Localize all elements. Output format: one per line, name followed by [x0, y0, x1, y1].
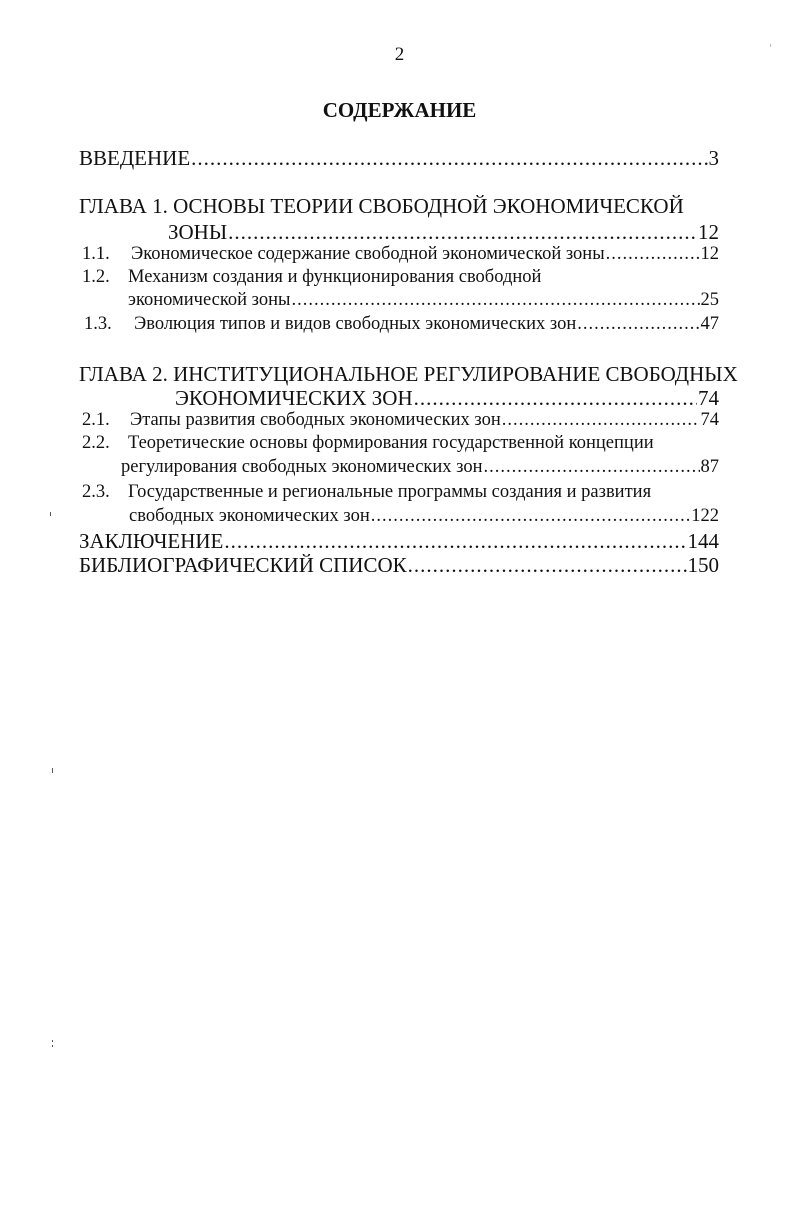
- toc-section-1-2[interactable]: [128, 290, 719, 314]
- dot-leader: [606, 244, 700, 265]
- toc-section-1-2-heading[interactable]: [82, 267, 719, 291]
- toc-entry-text: БИБЛИОГРАФИЧЕСКИЙ СПИСОК: [79, 553, 407, 577]
- dot-leader: [484, 457, 700, 478]
- toc-chapter-1[interactable]: [168, 220, 719, 244]
- scan-speck: [52, 1045, 53, 1047]
- toc-entry-text: Механизм создания и функционирования свободной: [128, 267, 542, 287]
- dot-leader: [408, 553, 687, 578]
- toc-entry-text: Эволюция типов и видов свободных экономических зон: [134, 314, 577, 334]
- scan-speck: [770, 44, 771, 47]
- toc-section-2-1[interactable]: [82, 410, 719, 434]
- toc-page-number: 87: [700, 457, 719, 477]
- toc-entry-text: ЗАКЛЮЧЕНИЕ: [79, 529, 224, 553]
- toc-section-2-3[interactable]: [129, 506, 719, 530]
- scan-speck: [52, 1040, 53, 1042]
- toc-entry-text: ВВЕДЕНИЕ: [79, 146, 191, 170]
- dot-leader: [577, 314, 699, 335]
- dot-leader: [414, 386, 697, 411]
- toc-section-1-3[interactable]: [84, 314, 719, 338]
- toc-entry-text: экономической зоны: [128, 290, 291, 310]
- toc-entry-bibliography[interactable]: [79, 553, 719, 577]
- toc-page-number: 12: [698, 220, 719, 244]
- toc-section-2-3-heading[interactable]: [82, 482, 719, 506]
- toc-entry-text: Теоретические основы формирования государственной концепции: [128, 433, 654, 453]
- toc-entry-text: регулирования свободных экономических зон: [121, 457, 483, 477]
- toc-chapter-2[interactable]: [175, 386, 719, 410]
- toc-entry-text: ЗОНЫ: [168, 220, 228, 244]
- dot-leader: [502, 410, 700, 431]
- toc-page-number: 74: [698, 386, 719, 410]
- toc-entry-intro[interactable]: [79, 146, 719, 170]
- section-number: 2.2.: [82, 433, 110, 453]
- dot-leader: [371, 506, 690, 527]
- scan-speck: [52, 768, 53, 773]
- section-number: 1.3.: [84, 314, 112, 334]
- dot-leader: [291, 290, 699, 311]
- toc-page-number: 150: [687, 553, 719, 577]
- section-number: 2.1.: [82, 410, 110, 430]
- toc-entry-text: свободных экономических зон: [129, 506, 370, 526]
- toc-entry-text: ГЛАВА 1. ОСНОВЫ ТЕОРИИ СВОБОДНОЙ ЭКОНОМИЧЕСКОЙ: [79, 194, 684, 218]
- page-title: СОДЕРЖАНИЕ: [322, 98, 477, 122]
- dot-leader: [191, 146, 707, 171]
- toc-entry-text: ЭКОНОМИЧЕСКИХ ЗОН: [175, 386, 413, 410]
- toc-page-number: 74: [700, 410, 719, 430]
- toc-entry-text: Этапы развития свободных экономических зон: [130, 410, 501, 430]
- toc-entry-conclusion[interactable]: [79, 529, 719, 553]
- toc-page-number: 47: [700, 314, 719, 334]
- toc-section-2-2-heading[interactable]: [82, 433, 719, 457]
- dot-leader: [228, 220, 697, 245]
- toc-chapter-1-heading[interactable]: [79, 194, 719, 218]
- dot-leader: [224, 529, 686, 554]
- toc-page-number: 144: [687, 529, 719, 553]
- toc-chapter-2-heading[interactable]: [79, 362, 738, 386]
- toc-page-number: 12: [700, 244, 719, 264]
- page-number: 2: [394, 44, 405, 65]
- toc-page-number: 25: [700, 290, 719, 310]
- section-number: 2.3.: [82, 482, 110, 502]
- toc-section-2-2[interactable]: [121, 457, 719, 481]
- section-number: 1.1.: [82, 244, 110, 264]
- toc-entry-text: Экономическое содержание свободной экономической зоны: [131, 244, 605, 264]
- toc-section-1-1[interactable]: [82, 244, 719, 268]
- toc-page-number: 122: [691, 506, 719, 526]
- toc-page-number: 3: [708, 146, 719, 170]
- scan-speck: [50, 512, 51, 516]
- toc-entry-text: ГЛАВА 2. ИНСТИТУЦИОНАЛЬНОЕ РЕГУЛИРОВАНИЕ СВОБОДНЫХ: [79, 362, 738, 386]
- section-number: 1.2.: [82, 267, 110, 287]
- toc-entry-text: Государственные и региональные программы создания и развития: [128, 482, 652, 502]
